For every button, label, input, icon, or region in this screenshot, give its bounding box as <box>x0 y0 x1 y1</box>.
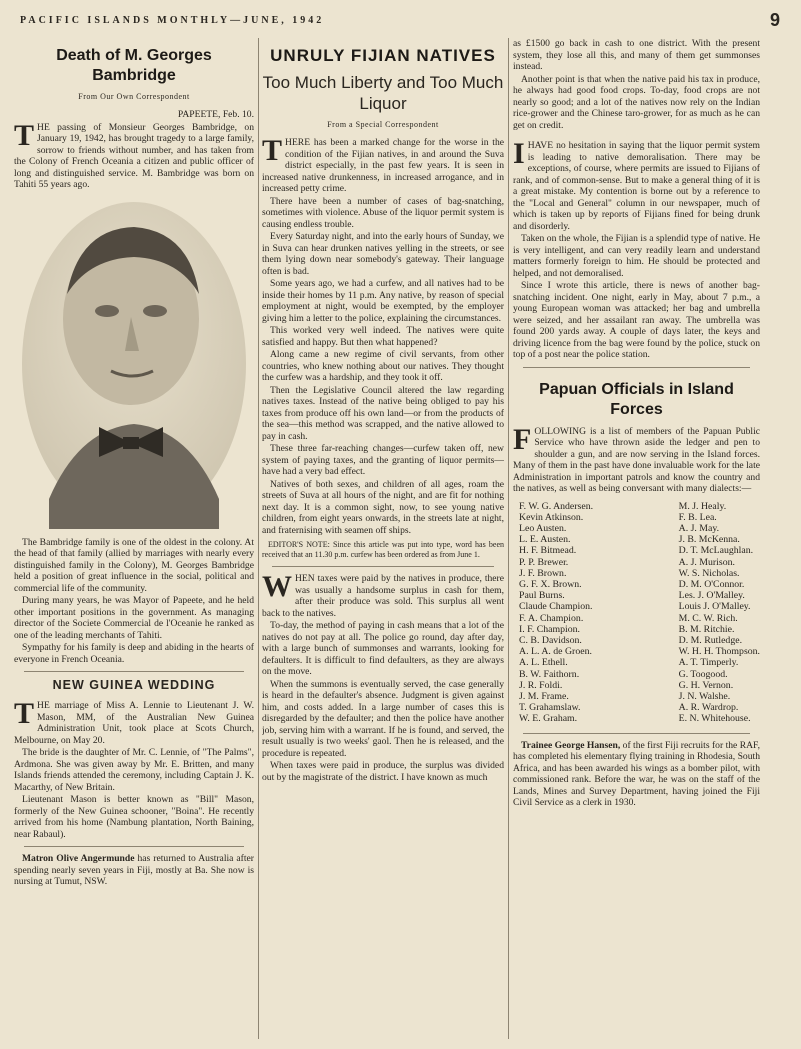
fijian-paragraph: Some years ago, we had a curfew, and all natives had to be inside their homes by 11 p.m. Any native, by reason of special employment at night, would be exempted, by the employer giving him a letter to the police, explaining the circumstances. <box>262 278 504 324</box>
fijian-paragraph: IHAVE no hesitation in saying that the liquor permit system is leading to native demoralisation. There may be exceptions, of course, where permits are issued to Fijians of rank, and of common-sense. But to make a general thing of it is a great mistake. My contention is borne out by a reference to the "Local and General" column in our newspaper, much of which is taken up by reports of Fijians fined for being drunk and disorderly. <box>513 137 760 232</box>
hansen-paragraph: Trainee George Hansen, of the first Fiji recruits for the RAF, has completed his elementary flying training in Rhodesia, South Africa, and has been awarded his wings as a bomber pilot, with commissioned rank. Before the war, he was on the staff of the Lands, Mines and Survey Department, having joined the Fiji Civil Service as a clerk in 1930. <box>513 739 760 809</box>
names-column-left <box>519 501 593 725</box>
official-name: A. T. Timperly. <box>678 657 739 669</box>
official-name: M. J. Healy. <box>678 500 727 512</box>
official-name: J. B. McKenna. <box>678 534 740 546</box>
fijian-paragraph: THERE has been a marked change for the worse in the condition of the Fijian natives, in and around the Suva district especially, in the past few years. It is seen in increased native drunkenness, in increased arrogance, and in increased petty crime. <box>262 134 504 194</box>
editors-note: EDITOR'S NOTE: Since this article was put into type, word has been received that an 11.30 p.m. curfew has been ordered as from June 1. <box>262 540 504 559</box>
fijian-paragraph: These three far-reaching changes—curfew taken off, new system of paying taxes, and the granting of liquor permits—have had a very bad effect. <box>262 443 504 477</box>
official-name: P. P. Brewer. <box>519 556 569 568</box>
column-middle <box>262 38 504 1041</box>
fijian-paragraph: When taxes were paid in produce, the surplus was divided out by the magistrate of the district. I have known as much <box>262 760 504 783</box>
official-name: Claude Champion. <box>519 601 593 613</box>
wedding-headline: NEW GUINEA WEDDING <box>52 678 216 692</box>
column-rule <box>258 38 259 1039</box>
official-name: M. C. W. Rich. <box>678 612 738 624</box>
fijian-paragraph: Another point is that when the native paid his tax in produce, he always had good food crops. To-day, food crops are not nearly so good; and a lot of the natives now rely on the Indian rice-grower and the Chinese taro-grower, for as much as he can get on credit. <box>513 73 760 131</box>
official-name: J. R. Foldi. <box>519 679 563 691</box>
official-name: D. M. Rutledge. <box>678 634 743 646</box>
official-name: E. N. Whitehouse. <box>678 713 751 725</box>
fijian-paragraph: This worked very well indeed. The natives were quite satisfied and happy. But then what happened? <box>262 325 504 348</box>
bambridge-headline: Death of M. Georges Bambridge <box>56 47 212 84</box>
drop-cap: F <box>513 422 532 456</box>
official-name: F. B. Lea. <box>678 511 717 523</box>
fijian-headline: UNRULY FIJIAN NATIVES <box>270 46 496 65</box>
fijian-paragraph: Since I wrote this article, there is news of another bag-snatching incident. One night, early in May, about 7 p.m., a young European woman was attacked; her bag and umbrella were seized, and her assailant ran away. The umbrella was found 200 yards away. A couple of days later, the keys and driving licence from the bag were found by the police, stuck on top of a post near the police station. <box>513 280 760 360</box>
section-separator <box>24 846 244 847</box>
official-name: B. W. Faithorn. <box>519 668 580 680</box>
official-name: A. J. May. <box>678 522 720 534</box>
fijian-paragraph: as £1500 go back in cash to one district. With the present system, they lose all this, and many of them get summonses instead. <box>513 38 760 72</box>
official-name: G. Toogood. <box>678 668 728 680</box>
bambridge-paragraph: The Bambridge family is one of the oldest in the colony. At the head of that family (allied by marriages with nearly every distinguished family in the Colony), M. Georges Bambridge held a position of great influence in the social, political and commercial life of the community. <box>14 536 254 594</box>
fijian-paragraph: Then the Legislative Council altered the law regarding natives taxes. Instead of the native being obliged to pay his taxes from produce off his own land—or from the products of the sea—this method was scrapped, and the native allowed to pay in cash. <box>262 384 504 442</box>
official-name: A. J. Murison. <box>678 556 735 568</box>
fijian-paragraph: To-day, the method of paying in cash means that a lot of the natives do not pay at all. The police go round, day after day, with a large bunch of summonses and warrants, looking for defaulters. It is difficult to find defaulters, as they are always on the move. <box>262 620 504 677</box>
official-name: I. F. Champion. <box>519 623 580 635</box>
official-name: W. E. Graham. <box>519 713 578 725</box>
drop-cap: W <box>262 570 292 603</box>
drop-cap: T <box>14 697 35 730</box>
section-separator <box>272 566 494 567</box>
bambridge-paragraph: During many years, he was Mayor of Papeete, and he held other important positions in the government. As managing director of the Societe Commercial de l'Oceanie he ranked as one of the leading merchants of Tahiti. <box>14 595 254 641</box>
official-name: A. L. Ethell. <box>519 657 568 669</box>
papuan-names-list <box>519 501 760 725</box>
bambridge-portrait-photo <box>19 199 249 529</box>
page-number: 9 <box>769 10 780 30</box>
drop-cap: I <box>513 137 525 170</box>
official-name: F. A. Champion. <box>519 612 584 624</box>
page-header <box>20 12 780 32</box>
fijian-subheadline: Too Much Liberty and Too Much Liquor <box>262 73 504 113</box>
official-name: D. T. McLaughlan. <box>678 545 754 557</box>
official-name: Leo Austen. <box>519 522 567 534</box>
matron-lead: Matron Olive Angermunde <box>22 853 135 864</box>
fijian-paragraph: When the summons is eventually served, the case generally is heard in the defaulter's absence. Judgment is given against him, and costs added. In a large number of cases this is disregarded by the defaulter; and then the police have another job, serving him with a warrant. If he is found, and served, the result usually is two weeks' gaol. Then he is released, and the procedure is repeated. <box>262 678 504 759</box>
wedding-paragraph: The bride is the daughter of Mr. C. Lennie, of "The Palms", Ardmona. She was given away by Mr. E. Britten, and many Islands friends attended the ceremony, including Captain J. K. Macarthy, of New Britain. <box>14 747 254 793</box>
fijian-paragraph: Along came a new regime of civil servants, from other countries, who knew nothing about our natives. They thought the curfew was a hardship, and they took it off. <box>262 349 504 383</box>
hansen-lead: Trainee George Hansen, <box>521 739 621 751</box>
official-name: B. M. Ritchie. <box>678 623 735 635</box>
section-separator <box>523 367 750 368</box>
official-name: G. F. X. Brown. <box>519 578 582 590</box>
official-name: Les. J. O'Malley. <box>678 590 745 602</box>
official-name: T. Grahamslaw. <box>519 702 581 714</box>
papuan-paragraph: FOLLOWING is a list of members of the Papuan Public Service who have thrown aside the ledger and pen to shoulder a gun, and are now serving in the Island forces. Many of them in the past have done invaluable work for the late Administration in important patrols and know the country and the natives, as well as being conversant with many dialects:— <box>513 422 760 494</box>
official-name: J. F. Brown. <box>519 567 567 579</box>
bambridge-paragraph: THE passing of Monsieur Georges Bambridge, on January 19, 1942, has brought tragedy to a large family, sorrow to friends without number, and has taken from the Colony of French Oceania a citizen and public officer of long and distinguished service. M. Bambridge was born on Tahiti 55 years ago. <box>14 118 254 190</box>
official-name: C. B. Davidson. <box>519 634 582 646</box>
official-name: W. H. H. Thompson. <box>678 646 760 658</box>
wedding-paragraph: Lieutenant Mason is better known as "Bill" Mason, formerly of the New Guinea schooner, "Boina". He recently arrived from his home (Nambung plantation, North Baining, near Rabaul). <box>14 794 254 840</box>
official-name: W. S. Nicholas. <box>678 567 740 579</box>
fijian-paragraph: WHEN taxes were paid by the natives in produce, there was usually a handsome surplus in cash for them, after their produce was sold. This surplus all went back to the natives. <box>262 570 504 619</box>
official-name: D. M. O'Connor. <box>678 578 745 590</box>
official-name: L. E. Austen. <box>519 534 571 546</box>
section-separator <box>523 733 750 734</box>
running-head: PACIFIC ISLANDS MONTHLY—JUNE, 1942 <box>20 15 325 26</box>
column-left <box>14 38 254 1041</box>
papuan-headline: Papuan Officials in Island Forces <box>539 380 734 418</box>
official-name: J. N. Walshe. <box>678 690 731 702</box>
official-name: G. H. Vernon. <box>678 679 734 691</box>
fijian-paragraph: There have been a number of cases of bag-snatching, sometimes with violence. Abuse of the liquor permit system is causing endless trouble. <box>262 195 504 230</box>
official-name: H. F. Bitmead. <box>519 545 577 557</box>
fijian-paragraph: Taken on the whole, the Fijian is a splendid type of native. He is very intelligent, and can very readily learn and understand matters formerly foreign to him. He should be protected and helped, and not demoralised. <box>513 233 760 279</box>
official-name: J. M. Frame. <box>519 690 569 702</box>
official-name: A. R. Wardrop. <box>678 702 739 714</box>
drop-cap: T <box>14 118 35 152</box>
bambridge-byline: From Our Own Correspondent <box>78 92 190 101</box>
section-separator <box>24 671 244 672</box>
column-rule <box>508 38 509 1039</box>
fijian-paragraph: Natives of both sexes, and children of all ages, roam the streets of Suva at all hours of the night, and are fit for nothing next day. It is a common sight, now, to see young native children, from eight years onwards, in the streets late at night, and fraternising with seamen off ships. <box>262 478 504 536</box>
matron-paragraph: Matron Olive Angermunde has returned to Australia after spending nearly seven years in Fiji, mostly at Ba. She now is nursing at Tumut, NSW. <box>14 853 254 887</box>
bambridge-paragraph: Sympathy for his family is deep and abiding in the hearts of everyone in French Oceania. <box>14 642 254 665</box>
official-name: Paul Burns. <box>519 590 565 602</box>
official-name: F. W. G. Andersen. <box>519 500 594 512</box>
fijian-paragraph: Every Saturday night, and into the early hours of Sunday, we in Suva can hear drunken natives yelling in the streets, or see them lying down near somebody's gateway. Their language often is bad. <box>262 231 504 277</box>
fijian-byline: From a Special Correspondent <box>327 120 439 129</box>
dateline: PAPEETE, Feb. 10. <box>177 109 254 120</box>
wedding-paragraph: THE marriage of Miss A. Lennie to Lieutenant J. W. Mason, MM, of the Australian New Guinea Administration Unit, took place at Scots Church, Melbourne, on May 20. <box>14 697 254 746</box>
official-name: Kevin Atkinson. <box>519 511 584 523</box>
official-name: A. L. A. de Groen. <box>519 646 592 658</box>
names-column-right <box>679 501 760 725</box>
drop-cap: T <box>262 134 283 167</box>
official-name: Louis J. O'Malley. <box>678 601 751 613</box>
column-right <box>513 38 760 1041</box>
